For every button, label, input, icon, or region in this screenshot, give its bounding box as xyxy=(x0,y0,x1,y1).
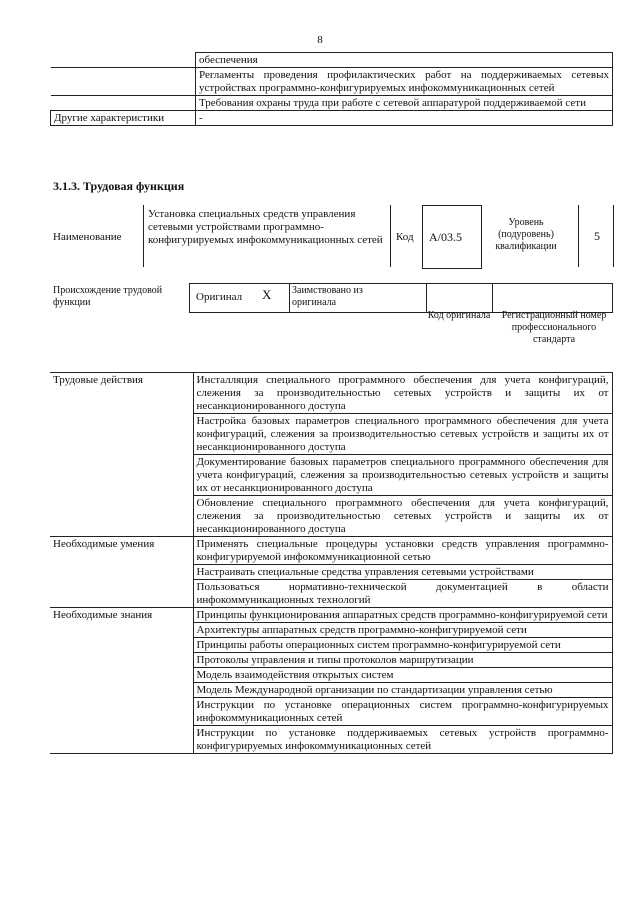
section-label: Необходимые умения xyxy=(50,537,193,608)
row-label xyxy=(51,96,196,111)
table-cell: Настраивать специальные средства управления сетевыми устройствами xyxy=(193,565,612,580)
level-box xyxy=(578,205,614,267)
table-cell: Инструкции по установке поддерживаемых сетевых устройств программно-конфигурируемых инфокоммуникационных сетей xyxy=(193,726,612,754)
reg-number-box xyxy=(492,283,613,313)
table-row xyxy=(50,537,612,565)
row-value: Регламенты проведения профилактических работ на поддерживаемых сетевых устройствах программно-конфигурируемых инфокоммуникационных сетей xyxy=(196,68,613,96)
table-row xyxy=(51,68,613,96)
table-cell: Протоколы управления и типы протоколов маршрутизации xyxy=(193,653,612,668)
borrowed-box xyxy=(288,283,427,313)
name-value-box xyxy=(143,205,391,267)
table-cell: Модель взаимодействия открытых систем xyxy=(193,668,612,683)
borrowed-label: Заимствовано из оригинала xyxy=(292,285,363,308)
row-value: - xyxy=(196,111,613,126)
row-label xyxy=(51,68,196,96)
table-cell: Применять специальные процедуры установки средств управления программно-конфигурируемой инфокоммуникационной сетью xyxy=(193,537,612,565)
origin-code-label: Код оригинала xyxy=(427,310,491,321)
table-cell: Документирование базовых параметров специального программного обеспечения для учета конфигураций, слежения за производительностью сетевых устройств и защиты их от несанкционированного доступа xyxy=(193,455,612,496)
section-label: Трудовые действия xyxy=(50,373,193,537)
row-label: Другие характеристики xyxy=(51,111,196,126)
section-label: Необходимые знания xyxy=(50,608,193,754)
original-label: Оригинал xyxy=(196,291,243,303)
origin-label: Происхождение трудовой функции xyxy=(53,285,163,308)
table-cell: Модель Международной организации по стандартизации управления сетью xyxy=(193,683,612,698)
table-cell: Пользоваться нормативно-технической документацией в области инфокоммуникационных технологий xyxy=(193,580,612,608)
table-cell: Обновление специального программного обеспечения для учета конфигураций, слежения за производительностью сетевых устройств и защиты их от несанкционированного доступа xyxy=(193,496,612,537)
table-row xyxy=(51,53,613,68)
code-box xyxy=(422,205,482,269)
row-value: обеспечения xyxy=(196,53,613,68)
table-cell: Настройка базовых параметров специального программного обеспечения для учета конфигураций, слежения за производительностью сетевых устройств и защиты их от несанкционированного доступа xyxy=(193,414,612,455)
page-number: 8 xyxy=(317,34,323,46)
original-mark: X xyxy=(262,287,272,302)
table-cell: Инсталляция специального программного обеспечения для учета конфигураций, слежения за производительностью сетевых устройств и защиты их от несанкционированного доступа xyxy=(193,373,612,414)
table-cell: Инструкции по установке операционных систем программно-конфигурируемых инфокоммуникационных сетей xyxy=(193,698,612,726)
continuation-table xyxy=(50,52,613,126)
section-heading: 3.1.3. Трудовая функция xyxy=(53,179,185,193)
table-row xyxy=(51,96,613,111)
table-cell: Принципы функционирования аппаратных средств программно-конфигурируемой сети xyxy=(193,608,612,623)
function-name: Установка специальных средств управления сетевыми устройствами программно-конфигурируемых инфокоммуникационных сетей xyxy=(148,208,383,246)
labor-function-table xyxy=(50,372,613,754)
row-value: Требования охраны труда при работе с сетевой аппаратурой поддерживаемой сети xyxy=(196,96,613,111)
table-row xyxy=(50,608,612,623)
table-row xyxy=(50,373,612,414)
table-cell: Архитектуры аппаратных средств программно-конфигурируемой сети xyxy=(193,623,612,638)
original-box xyxy=(189,283,290,313)
row-label xyxy=(51,53,196,68)
level-label: Уровень (подуровень) квалификации xyxy=(495,217,557,252)
reg-number-label: Регистрационный номер профессионального стандарта xyxy=(501,310,607,345)
table-cell: Принципы работы операционных систем программно-конфигурируемой сети xyxy=(193,638,612,653)
name-label: Наименование xyxy=(53,231,122,243)
code-label: Код xyxy=(396,231,414,243)
level-value: 5 xyxy=(594,229,600,243)
table-row xyxy=(51,111,613,126)
code-value: А/03.5 xyxy=(429,230,462,244)
origin-code-box xyxy=(426,283,493,313)
